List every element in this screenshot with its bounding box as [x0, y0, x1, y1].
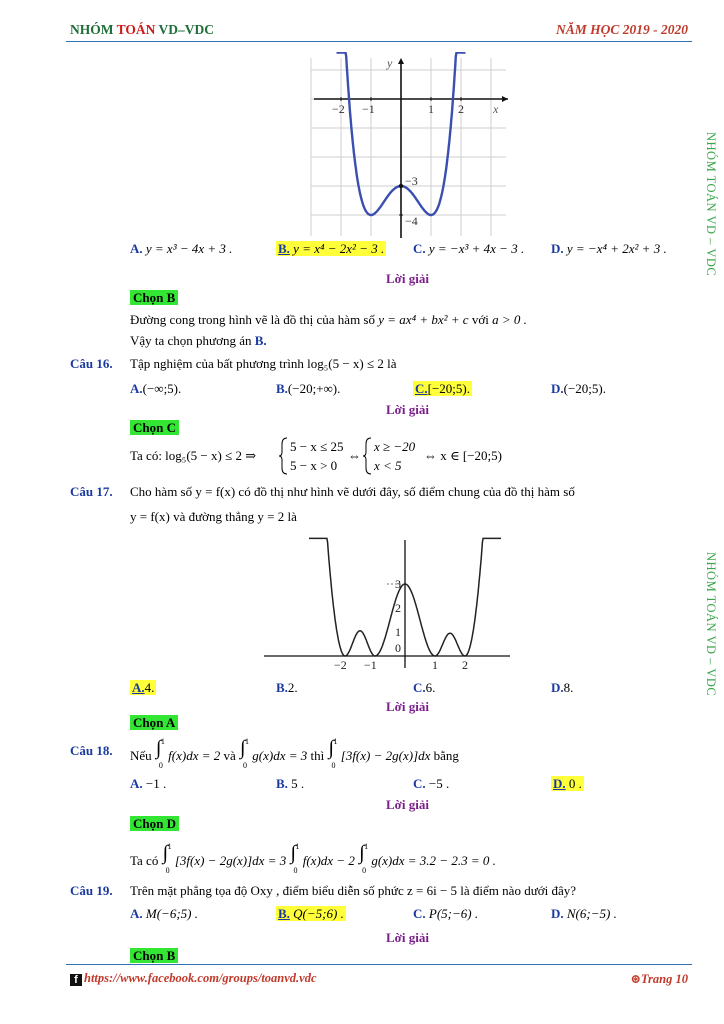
q17-option-b[interactable]: B.2. [276, 680, 298, 695]
q17-option-a[interactable]: A.4. [132, 680, 155, 695]
q17-option-c[interactable]: C.6. [413, 680, 436, 695]
q17-number: Câu 17. [70, 484, 113, 499]
q18-solution: Ta có ∫ 1 0 [3f(x) − 2g(x)]dx = 3 ∫ 1 0 f(x)dx − 2 ∫ 1 0 g(x)dx = 3.2 − 2.3 = 0 . [130, 842, 496, 875]
q15-option-c[interactable]: C. y = −x³ + 4x − 3 . [413, 241, 525, 256]
q18-question: Nếu ∫ 1 0 f(x)dx = 2 và ∫ 1 0 g(x)dx = 3 thì ∫ 1 0 [3f(x) − 2g(x)]dx bằng [130, 737, 459, 770]
q18-answer-tag: Chọn D [130, 815, 179, 833]
q17-solution-title: Lời giải [386, 699, 429, 714]
q16-brace-2 [363, 437, 373, 475]
header-school-year: NĂM HỌC 2019 - 2020 [555, 22, 688, 37]
q16-system-2: x ≥ −20 x < 5 [374, 439, 416, 473]
q15-solution-line2: Vậy ta chọn phương án B. [130, 333, 267, 348]
x-tick-label: 1 [428, 102, 434, 116]
q16-option-a[interactable]: A.(−∞;5). [130, 381, 182, 396]
q15-option-b[interactable]: B. y = x⁴ − 2x² − 3 . [278, 241, 385, 256]
q16-option-d[interactable]: D.(−20;5). [551, 381, 606, 396]
x-tick-label: 2 [462, 658, 468, 672]
integral-sign: ∫ 1 0 [162, 842, 172, 875]
y-tick-label: −3 [405, 174, 418, 188]
facebook-link[interactable]: f https://www.facebook.com/groups/toanvd.vdc [70, 971, 317, 986]
integral-sign: ∫ 1 0 [240, 737, 250, 770]
q16-system-1: 5 − x ≤ 25 5 − x > 0 [290, 439, 344, 473]
q19-number: Câu 19. [70, 883, 113, 898]
integral-sign: ∫ 1 0 [290, 842, 300, 875]
y-tick-label: 0 [395, 641, 401, 655]
page-footer [66, 964, 692, 990]
y-tick-label: 1 [395, 625, 401, 639]
q18-option-d[interactable]: D. 0 . [553, 776, 582, 791]
q16-answer-tag: Chọn C [130, 419, 179, 437]
q19-answer-tag: Chọn B [130, 947, 178, 965]
page-number: ⊛Trang 10 [630, 972, 688, 986]
y-axis-label: y [387, 56, 393, 70]
q18-solution-title: Lời giải [386, 797, 429, 812]
facebook-icon: f [70, 974, 82, 986]
q19-option-b[interactable]: B. Q(−5;6) . [278, 906, 344, 921]
y-tick-label: 3 [395, 577, 401, 591]
q18-option-c[interactable]: C. −5 . [413, 776, 450, 791]
y-intercept-point [399, 184, 403, 188]
q16-brace-1 [279, 437, 289, 475]
page-header [66, 16, 692, 42]
q19-solution-title: Lời giải [386, 930, 429, 945]
q16-question: Tập nghiệm của bất phương trình log₅(5 − x) ≤ 2 là [130, 356, 397, 371]
q19-question: Trên mặt phẳng tọa độ Oxy , điểm biểu diễn số phức z = 6i − 5 là điểm nào dưới đây? [130, 883, 577, 898]
q16-solution-pre: Ta có: log₅(5 − x) ≤ 2 ⇒ [130, 448, 257, 463]
x-tick-label: −1 [364, 658, 377, 672]
integral-sign: ∫ 1 0 [328, 737, 338, 770]
q16-option-b[interactable]: B.(−20;+∞). [276, 381, 341, 396]
q15-option-a[interactable]: A. y = x³ − 4x + 3 . [130, 241, 233, 256]
x-tick-label: 2 [458, 102, 464, 116]
q18-option-a[interactable]: A. −1 . [130, 776, 167, 791]
q17-graph [262, 536, 512, 674]
x-axis-label: x [493, 102, 499, 116]
x-axis-arrow [502, 96, 508, 102]
x-tick-label: 1 [432, 658, 438, 672]
x-tick-label: −1 [362, 102, 375, 116]
q16-solution-title: Lời giải [386, 402, 429, 417]
q17-answer-tag: Chọn A [130, 714, 178, 732]
q19-option-a[interactable]: A. M(−6;5) . [130, 906, 198, 921]
y-axis-arrow [398, 58, 404, 64]
header-group-name: NHÓM TOÁN VD–VDC [70, 22, 215, 37]
q16-option-c[interactable]: C.[−20;5). [415, 381, 470, 396]
q16-number: Câu 16. [70, 356, 113, 371]
integral-sign: ∫ 1 0 [359, 842, 369, 875]
side-watermark-bottom: NHÓM TOÁN VD – VDC [704, 552, 718, 697]
q19-option-c[interactable]: C. P(5;−6) . [413, 906, 479, 921]
q16-solution-end: ⇔ x ∈ [−20;5) [424, 448, 502, 463]
y-tick-label: −4 [405, 214, 418, 228]
integral-sign: ∫ 1 0 [155, 737, 165, 770]
q17-question-line2: y = f(x) và đường thẳng y = 2 là [130, 509, 297, 524]
q15-solution-line1: Đường cong trong hình vẽ là đồ thị của hàm số y = ax⁴ + bx² + c với a > 0 . [130, 312, 527, 327]
q15-option-d[interactable]: D. y = −x⁴ + 2x² + 3 . [551, 241, 667, 256]
x-tick-label: −2 [334, 658, 347, 672]
q18-number: Câu 18. [70, 743, 113, 758]
q17-question-line1: Cho hàm số y = f(x) có đồ thị như hình vẽ dưới đây, số điểm chung của đồ thị hàm số [130, 484, 575, 499]
quartic-graph [296, 52, 526, 240]
y-tick-label: 2 [395, 601, 401, 615]
q17-option-d[interactable]: D.8. [551, 680, 574, 695]
side-watermark-top: NHÓM TOÁN VD – VDC [704, 132, 718, 277]
x-tick-label: −2 [332, 102, 345, 116]
q18-option-b[interactable]: B. 5 . [276, 776, 305, 791]
q15-solution-title: Lời giải [386, 271, 429, 286]
q15-answer-tag: Chọn B [130, 289, 178, 307]
q19-option-d[interactable]: D. N(6;−5) . [551, 906, 617, 921]
q16-iff: ⇔ [348, 448, 361, 463]
